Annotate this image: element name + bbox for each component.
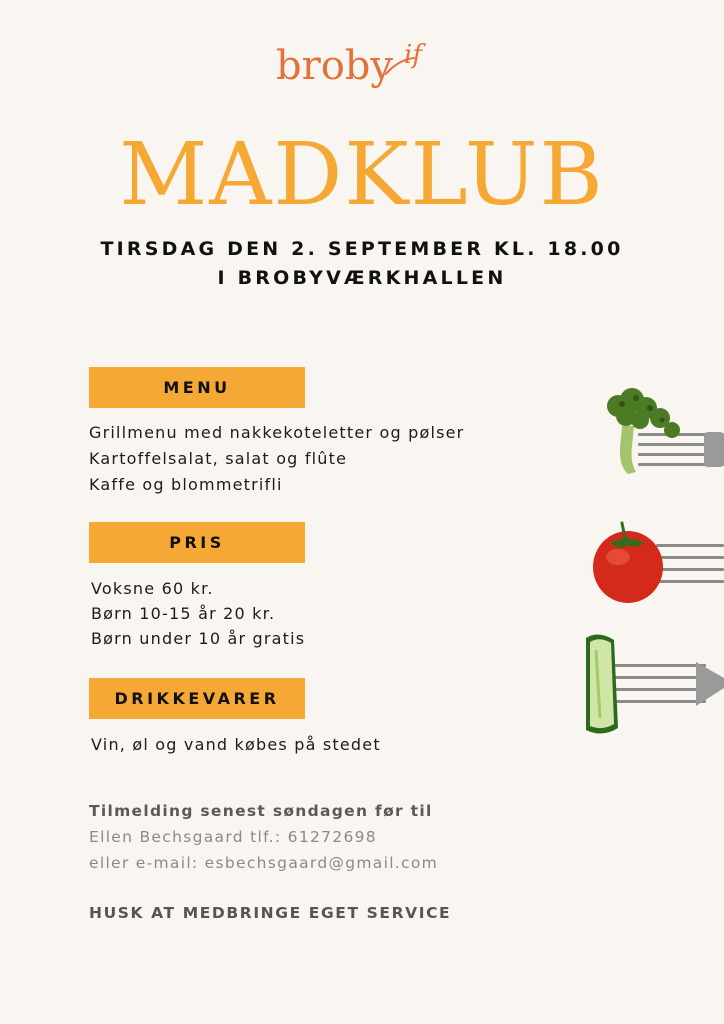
price-item: Børn under 10 år gratis	[91, 629, 306, 648]
menu-item: Kaffe og blommetrifli	[89, 475, 283, 494]
price-item: Børn 10-15 år 20 kr.	[91, 604, 276, 623]
drinks-item: Vin, øl og vand købes på stedet	[91, 735, 381, 754]
event-location: I BROBYVÆRKHALLEN	[217, 267, 507, 289]
signup-lead: Tilmelding senest søndagen før til	[89, 802, 433, 820]
price-item: Voksne 60 kr.	[91, 579, 214, 598]
price-heading: PRIS	[89, 522, 305, 563]
cucumber-fork-icon	[578, 630, 724, 738]
signup-contact: Ellen Bechsgaard tlf.: 61272698	[89, 828, 377, 846]
logo-wordmark: broby	[276, 43, 394, 89]
menu-heading: MENU	[89, 367, 305, 408]
reminder-text: HUSK AT MEDBRINGE EGET SERVICE	[89, 904, 452, 922]
broccoli-fork-icon	[600, 386, 724, 480]
broby-if-logo	[276, 42, 456, 104]
signup-email: eller e-mail: esbechsgaard@gmail.com	[89, 854, 439, 872]
tomato-fork-icon	[590, 517, 724, 607]
drinks-heading: DRIKKEVARER	[89, 678, 305, 719]
menu-item: Grillmenu med nakkekoteletter og pølser	[89, 423, 465, 442]
event-date: TIRSDAG DEN 2. SEPTEMBER KL. 18.00	[100, 238, 624, 260]
menu-item: Kartoffelsalat, salat og flûte	[89, 449, 348, 468]
logo-suffix: if	[404, 40, 422, 70]
page-title: MADKLUB	[119, 125, 605, 225]
